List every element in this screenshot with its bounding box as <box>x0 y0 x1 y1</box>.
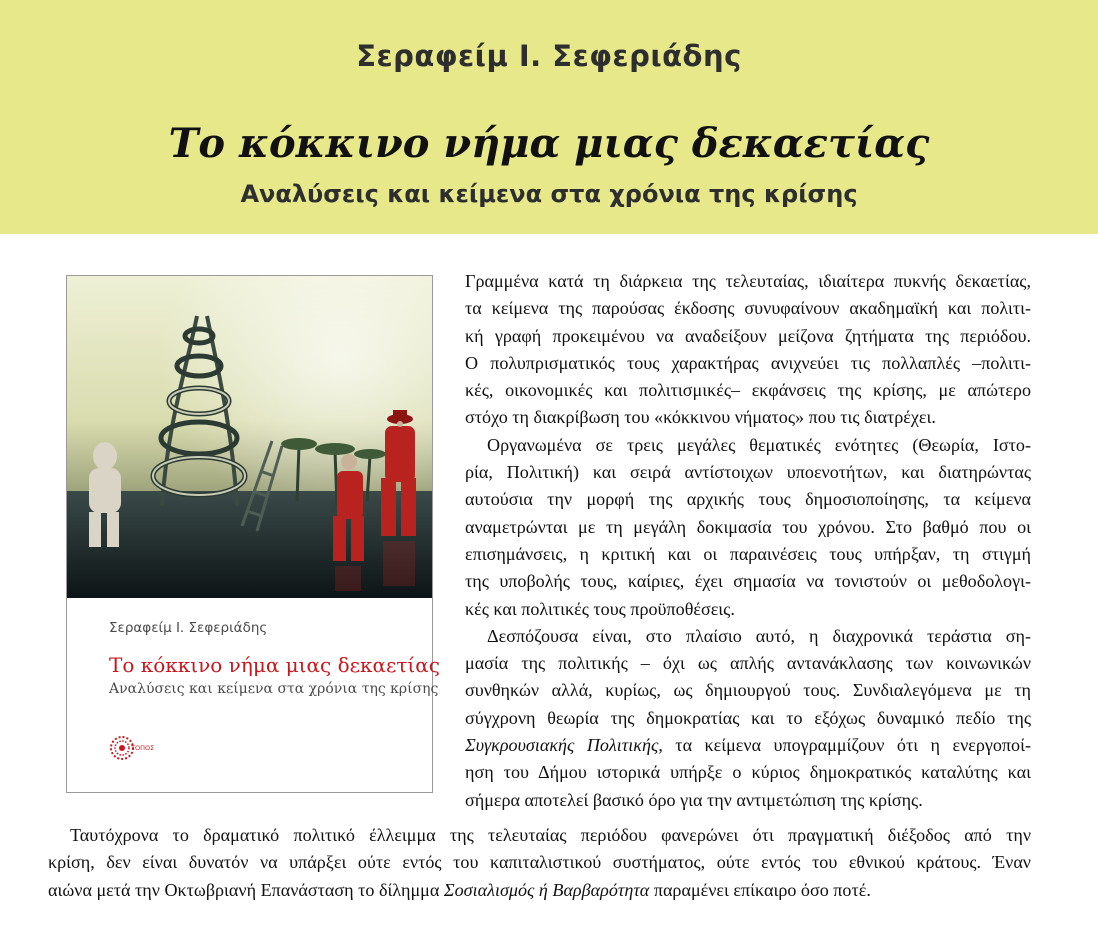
cover-painting <box>67 276 432 598</box>
book-title: Το κόκκινο νήμα μιας δεκαετίας <box>168 120 930 167</box>
text-line <box>465 732 1031 759</box>
paragraph-1 <box>465 268 1031 432</box>
text-line: Δεσπόζουσα είναι, στο πλαίσιο αυτό, η διαχρονικά τεράστια ση- <box>487 625 1031 646</box>
text-line: συνθηκών αλλά, κυρίως, ως δημιουργού τους. Συνδιαλεγόμενα με τη <box>465 680 1031 701</box>
text-line: της υποβολής τους, καίριες, έχει σημασία να τονιστούν οι μεθοδολογι- <box>465 571 1031 592</box>
text-line: κές, οικονομικές και πολιτισμικές– εκφάνσεις της κρίσης, με απώτερο <box>465 380 1031 401</box>
closing-paragraph <box>48 822 1031 904</box>
book-cover <box>66 275 440 793</box>
text-line: Ο πολυπρισματικός τους χαρακτήρας ανιχνεύει τις πολλαπλές –πολιτι- <box>465 352 1031 373</box>
italic-term: Σοσιαλισμός ή Βαρβαρότητα <box>443 879 650 900</box>
cover-subtitle: Αναλύσεις και κείμενα στα χρόνια της κρίσης <box>109 681 439 697</box>
publisher-logo-icon <box>110 733 155 763</box>
text-line: ρία, Πολιτική) και σειρά αντίστοιχων υποενοτήτων, και διατηρώντας <box>465 462 1031 483</box>
text-line: κρίση, δεν είναι δυνατόν να υπάρξει ούτε εντός του καπιταλιστικού συστήματος, ούτε εντός του εθνικού κράτους. Έναν <box>48 852 1031 873</box>
text-fragment: παραμένει επίκαιρο όσο ποτέ. <box>649 879 871 900</box>
text-line: αυτούσια την μορφή της αρχικής τους δημοσιοποίησης, τα κείμενα <box>465 489 1031 510</box>
paragraph-4 <box>48 822 1031 904</box>
text-line <box>48 877 1031 904</box>
text-line: Ταυτόχρονα το δραματικό πολιτικό έλλειμμα της τελευταίας περιόδου φανερώνει ότι πραγματική διέξοδος από την <box>70 825 1031 845</box>
text-line: σήμερα αποτελεί βασικό όρο για την αντιμετώπιση της κρίσης. <box>465 789 923 810</box>
paragraph-3 <box>465 623 1031 814</box>
text-column <box>465 268 1031 814</box>
cover-author: Σεραφείμ Ι. Σεφεριάδης <box>109 620 268 636</box>
text-line: Οργανωμένα σε τρεις μεγάλες θεματικές ενότητες (Θεωρία, Ιστο- <box>487 434 1031 455</box>
paragraph-2 <box>465 432 1031 623</box>
text-line: αναμετρώνται με τη μεγάλη δοκιμασία του χρόνου. Στο βαθμό που οι <box>465 516 1031 537</box>
text-line: σύγχρονη θεωρία της δημοκρατίας και το εξόχως δυναμικό πεδίο της <box>465 707 1031 728</box>
text-line: τα κείμενα της παρούσας έκδοσης συνυφαίνουν ακαδημαϊκή και πολιτι- <box>465 298 1031 319</box>
text-fragment: αιώνα μετά την Οκτωβριανή Επανάσταση το δίλημμα <box>48 879 444 900</box>
text-line: στόχο τη διακρίβωση του «κόκκινου νήματος» που τις διατρέχει. <box>465 407 936 428</box>
text-line: επισημάνσεις, η κριτική και οι παραινέσεις τους υπήρξαν, τη στιγμή <box>465 543 1031 564</box>
text-line: ηση του Δήμου ιστορικά υπήρξε ο κύριος δημοκρατικός καταλύτης και <box>465 762 1031 783</box>
text-line: μασία της πολιτικής – όχι ως απλής αντανάκλασης των κοινωνικών <box>465 653 1031 674</box>
italic-term: Συγκρουσιακής Πολιτικής <box>465 735 659 756</box>
cover-title: Το κόκκινο νήμα μιας δεκαετίας <box>109 653 440 677</box>
book-subtitle: Αναλύσεις και κείμενα στα χρόνια της κρίσης <box>240 180 858 208</box>
author-name: Σεραφείμ Ι. Σεφεριάδης <box>356 39 742 73</box>
text-line: κές και πολιτικές τους προϋποθέσεις. <box>465 598 735 619</box>
header-banner <box>0 0 1098 234</box>
text-fragment: , τα κείμενα υπογραμμίζουν ότι η ενεργοποί- <box>658 735 1031 756</box>
svg-text:ΤΟΠΟΣ: ΤΟΠΟΣ <box>131 744 155 752</box>
text-line: κή γραφή προκειμένου να αναδείξουν μείζονα ζητήματα της περιόδου. <box>465 325 1031 346</box>
text-line: Γραμμένα κατά τη διάρκεια της τελευταίας, ιδιαίτερα πυκνής δεκαετίας, <box>465 271 1031 291</box>
